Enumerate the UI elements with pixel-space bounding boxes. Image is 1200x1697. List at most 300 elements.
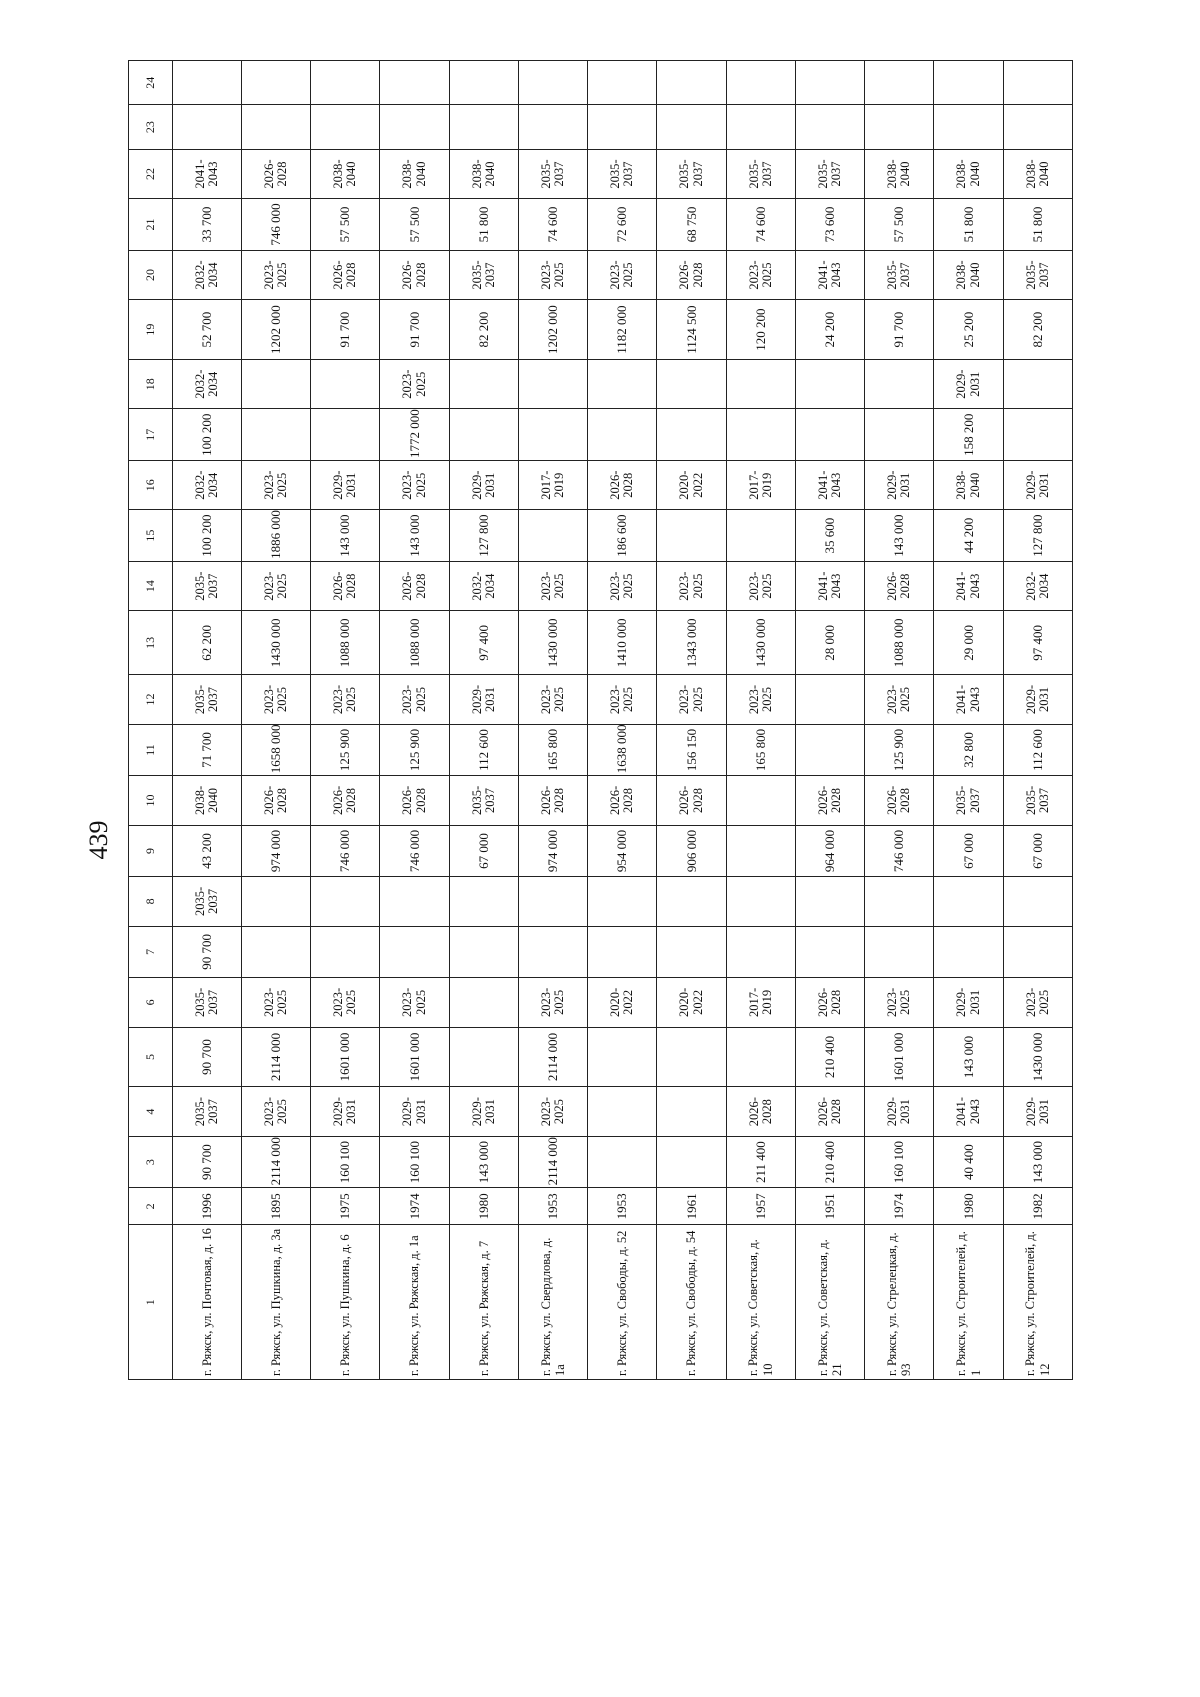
period-cell: 2029-2031 — [934, 978, 1003, 1027]
amount-cell: 1601 000 — [380, 1027, 449, 1087]
column-number: 13 — [129, 611, 173, 675]
year-cell: 1974 — [380, 1188, 449, 1225]
period-cell: 2026-2028 — [795, 776, 864, 825]
table-row — [518, 61, 587, 1380]
period-cell: 2023-2025 — [518, 675, 587, 724]
period-cell: 2035-2037 — [726, 149, 795, 198]
period-cell: 2023-2025 — [241, 1087, 310, 1136]
column-number: 3 — [129, 1136, 173, 1188]
period-cell: 2041-2043 — [795, 561, 864, 610]
year-cell: 1953 — [588, 1188, 657, 1225]
table-row — [588, 61, 657, 1380]
period-cell — [241, 61, 310, 106]
period-cell: 2023-2025 — [380, 675, 449, 724]
period-cell: 2026-2028 — [311, 250, 380, 299]
amount-cell: 35 600 — [795, 510, 864, 562]
period-cell: 2035-2037 — [795, 149, 864, 198]
amount-cell — [588, 926, 657, 978]
amount-cell: 1182 000 — [588, 300, 657, 360]
period-cell: 2029-2031 — [865, 460, 934, 509]
column-number: 2 — [129, 1188, 173, 1225]
period-cell — [795, 675, 864, 724]
column-number: 22 — [129, 149, 173, 198]
period-cell: 2020-2022 — [657, 978, 726, 1027]
amount-cell — [726, 409, 795, 461]
period-cell — [449, 978, 518, 1027]
period-cell — [518, 61, 587, 106]
address-cell: г. Ряжск, ул. Пушкина, д. 6 — [311, 1225, 380, 1380]
amount-cell: 82 200 — [449, 300, 518, 360]
amount-cell: 44 200 — [934, 510, 1003, 562]
column-number: 8 — [129, 877, 173, 926]
amount-cell: 143 000 — [1003, 1136, 1072, 1188]
period-cell: 2035-2037 — [172, 675, 241, 724]
amount-cell: 143 000 — [311, 510, 380, 562]
period-cell: 2023-2025 — [588, 675, 657, 724]
period-cell — [1003, 61, 1072, 106]
amount-cell: 143 000 — [449, 1136, 518, 1188]
period-cell: 2035-2037 — [657, 149, 726, 198]
address-cell: г. Ряжск, ул. Почтовая, д. 16 — [172, 1225, 241, 1380]
amount-cell: 160 100 — [311, 1136, 380, 1188]
period-cell: 2041-2043 — [934, 1087, 1003, 1136]
amount-cell: 52 700 — [172, 300, 241, 360]
amount-cell — [518, 105, 587, 149]
amount-cell: 127 800 — [449, 510, 518, 562]
period-cell — [726, 359, 795, 408]
column-number: 10 — [129, 776, 173, 825]
column-number: 1 — [129, 1225, 173, 1380]
period-cell: 2023-2025 — [588, 561, 657, 610]
period-cell: 2023-2025 — [1003, 978, 1072, 1027]
amount-cell: 1124 500 — [657, 300, 726, 360]
period-cell: 2023-2025 — [241, 675, 310, 724]
period-cell: 2035-2037 — [172, 877, 241, 926]
year-cell: 1980 — [934, 1188, 1003, 1225]
amount-cell — [726, 825, 795, 877]
amount-cell — [172, 105, 241, 149]
period-cell: 2023-2025 — [380, 359, 449, 408]
amount-cell — [657, 1136, 726, 1188]
amount-cell: 746 000 — [865, 825, 934, 877]
period-cell — [795, 877, 864, 926]
period-cell: 2038-2040 — [311, 149, 380, 198]
table-row — [726, 61, 795, 1380]
amount-cell: 1088 000 — [380, 611, 449, 675]
period-cell — [1003, 877, 1072, 926]
amount-cell: 67 000 — [449, 825, 518, 877]
amount-cell: 1202 000 — [518, 300, 587, 360]
page-number: 439 — [84, 820, 113, 860]
amount-cell: 125 900 — [380, 724, 449, 776]
column-number: 15 — [129, 510, 173, 562]
amount-cell — [518, 510, 587, 562]
period-cell — [865, 61, 934, 106]
table-row — [380, 61, 449, 1380]
period-cell — [311, 61, 380, 106]
amount-cell: 43 200 — [172, 825, 241, 877]
amount-cell: 160 100 — [865, 1136, 934, 1188]
column-number: 18 — [129, 359, 173, 408]
amount-cell: 2114 000 — [518, 1027, 587, 1087]
year-cell: 1982 — [1003, 1188, 1072, 1225]
amount-cell: 57 500 — [311, 199, 380, 251]
column-number: 17 — [129, 409, 173, 461]
address-cell: г. Ряжск, ул. Советская, д. 21 — [795, 1225, 864, 1380]
period-cell: 2023-2025 — [518, 561, 587, 610]
table-row — [311, 61, 380, 1380]
period-cell: 2032-2034 — [1003, 561, 1072, 610]
period-cell: 2017-2019 — [726, 978, 795, 1027]
period-cell: 2023-2025 — [241, 250, 310, 299]
period-cell: 2023-2025 — [311, 978, 380, 1027]
amount-cell — [795, 724, 864, 776]
period-cell — [449, 61, 518, 106]
period-cell — [726, 877, 795, 926]
amount-cell — [657, 409, 726, 461]
period-cell: 2026-2028 — [657, 776, 726, 825]
period-cell: 2026-2028 — [241, 776, 310, 825]
amount-cell: 97 400 — [1003, 611, 1072, 675]
amount-cell — [657, 1027, 726, 1087]
amount-cell: 1430 000 — [1003, 1027, 1072, 1087]
amount-cell — [934, 105, 1003, 149]
period-cell: 2023-2025 — [518, 1087, 587, 1136]
amount-cell — [311, 105, 380, 149]
amount-cell: 1088 000 — [865, 611, 934, 675]
amount-cell: 211 400 — [726, 1136, 795, 1188]
amount-cell — [380, 105, 449, 149]
period-cell: 2026-2028 — [588, 776, 657, 825]
period-cell: 2041-2043 — [172, 149, 241, 198]
amount-cell: 90 700 — [172, 1136, 241, 1188]
period-cell — [518, 359, 587, 408]
address-cell: г. Ряжск, ул. Свободы, д. 52 — [588, 1225, 657, 1380]
period-cell — [518, 877, 587, 926]
period-cell — [795, 359, 864, 408]
year-cell: 1975 — [311, 1188, 380, 1225]
period-cell — [657, 359, 726, 408]
period-cell: 2026-2028 — [380, 776, 449, 825]
period-cell: 2026-2028 — [865, 561, 934, 610]
amount-cell: 90 700 — [172, 1027, 241, 1087]
period-cell — [380, 61, 449, 106]
header-row — [129, 61, 173, 1380]
amount-cell — [449, 1027, 518, 1087]
period-cell — [172, 61, 241, 106]
address-cell: г. Ряжск, ул. Свободы, д. 54 — [657, 1225, 726, 1380]
period-cell: 2023-2025 — [518, 978, 587, 1027]
amount-cell — [311, 409, 380, 461]
amount-cell: 74 600 — [518, 199, 587, 251]
period-cell — [380, 877, 449, 926]
period-cell: 2023-2025 — [865, 978, 934, 1027]
amount-cell: 210 400 — [795, 1136, 864, 1188]
amount-cell: 71 700 — [172, 724, 241, 776]
amount-cell — [726, 926, 795, 978]
period-cell: 2038-2040 — [934, 460, 1003, 509]
column-number: 6 — [129, 978, 173, 1027]
period-cell: 2017-2019 — [518, 460, 587, 509]
amount-cell: 964 000 — [795, 825, 864, 877]
amount-cell: 40 400 — [934, 1136, 1003, 1188]
table-row — [241, 61, 310, 1380]
amount-cell — [518, 926, 587, 978]
amount-cell: 1772 000 — [380, 409, 449, 461]
period-cell: 2026-2028 — [311, 776, 380, 825]
period-cell: 2020-2022 — [588, 978, 657, 1027]
column-number: 20 — [129, 250, 173, 299]
amount-cell — [865, 409, 934, 461]
amount-cell: 120 200 — [726, 300, 795, 360]
period-cell: 2032-2034 — [172, 460, 241, 509]
period-cell: 2032-2034 — [172, 250, 241, 299]
period-cell: 2023-2025 — [311, 675, 380, 724]
period-cell — [865, 877, 934, 926]
amount-cell: 974 000 — [518, 825, 587, 877]
amount-cell: 954 000 — [588, 825, 657, 877]
amount-cell: 28 000 — [795, 611, 864, 675]
column-number: 21 — [129, 199, 173, 251]
period-cell: 2026-2028 — [588, 460, 657, 509]
period-cell: 2035-2037 — [1003, 250, 1072, 299]
period-cell: 2038-2040 — [934, 250, 1003, 299]
address-cell: г. Ряжск, ул. Пушкина, д. 3а — [241, 1225, 310, 1380]
table-row — [865, 61, 934, 1380]
amount-cell — [449, 926, 518, 978]
amount-cell — [588, 1027, 657, 1087]
period-cell — [311, 359, 380, 408]
period-cell: 2038-2040 — [934, 149, 1003, 198]
amount-cell: 67 000 — [934, 825, 1003, 877]
period-cell: 2023-2025 — [241, 460, 310, 509]
period-cell: 2038-2040 — [380, 149, 449, 198]
period-cell: 2023-2025 — [865, 675, 934, 724]
amount-cell: 57 500 — [865, 199, 934, 251]
amount-cell — [795, 409, 864, 461]
period-cell — [1003, 359, 1072, 408]
column-number: 7 — [129, 926, 173, 978]
period-cell — [726, 61, 795, 106]
amount-cell: 51 800 — [449, 199, 518, 251]
amount-cell: 68 750 — [657, 199, 726, 251]
amount-cell: 62 200 — [172, 611, 241, 675]
period-cell — [657, 61, 726, 106]
period-cell: 2026-2028 — [518, 776, 587, 825]
period-cell: 2026-2028 — [311, 561, 380, 610]
address-cell: г. Ряжск, ул. Ряжская, д. 1а — [380, 1225, 449, 1380]
amount-cell: 1658 000 — [241, 724, 310, 776]
amount-cell: 1430 000 — [518, 611, 587, 675]
amount-cell: 1088 000 — [311, 611, 380, 675]
amount-cell — [588, 105, 657, 149]
amount-cell: 1886 000 — [241, 510, 310, 562]
address-cell: г. Ряжск, ул. Свердлова, д. 1а — [518, 1225, 587, 1380]
amount-cell — [795, 105, 864, 149]
amount-cell — [1003, 105, 1072, 149]
amount-cell: 91 700 — [380, 300, 449, 360]
amount-cell: 165 800 — [726, 724, 795, 776]
amount-cell: 100 200 — [172, 409, 241, 461]
amount-cell: 1343 000 — [657, 611, 726, 675]
amount-cell: 72 600 — [588, 199, 657, 251]
period-cell: 2035-2037 — [449, 250, 518, 299]
amount-cell: 127 800 — [1003, 510, 1072, 562]
amount-cell: 25 200 — [934, 300, 1003, 360]
amount-cell — [380, 926, 449, 978]
period-cell: 2032-2034 — [172, 359, 241, 408]
amount-cell: 82 200 — [1003, 300, 1072, 360]
amount-cell: 32 800 — [934, 724, 1003, 776]
amount-cell — [865, 926, 934, 978]
period-cell: 2029-2031 — [1003, 460, 1072, 509]
period-cell: 2026-2028 — [241, 149, 310, 198]
period-cell: 2035-2037 — [1003, 776, 1072, 825]
period-cell: 2026-2028 — [865, 776, 934, 825]
amount-cell: 51 800 — [934, 199, 1003, 251]
amount-cell — [934, 926, 1003, 978]
amount-cell — [795, 926, 864, 978]
period-cell: 2038-2040 — [1003, 149, 1072, 198]
period-cell — [657, 877, 726, 926]
address-cell: г. Ряжск, ул. Стрелецкая, д. 93 — [865, 1225, 934, 1380]
column-number: 5 — [129, 1027, 173, 1087]
column-number: 4 — [129, 1087, 173, 1136]
period-cell: 2023-2025 — [518, 250, 587, 299]
period-cell: 2023-2025 — [657, 675, 726, 724]
amount-cell — [449, 409, 518, 461]
rotated-table-wrapper — [128, 60, 1073, 1380]
period-cell — [241, 877, 310, 926]
period-cell: 2023-2025 — [588, 250, 657, 299]
period-cell: 2023-2025 — [726, 675, 795, 724]
column-number: 19 — [129, 300, 173, 360]
amount-cell — [588, 1136, 657, 1188]
amount-cell — [1003, 926, 1072, 978]
period-cell — [934, 877, 1003, 926]
amount-cell — [726, 105, 795, 149]
amount-cell: 1601 000 — [311, 1027, 380, 1087]
amount-cell — [865, 105, 934, 149]
amount-cell: 29 000 — [934, 611, 1003, 675]
amount-cell: 125 900 — [865, 724, 934, 776]
amount-cell: 74 600 — [726, 199, 795, 251]
period-cell: 2023-2025 — [657, 561, 726, 610]
amount-cell: 57 500 — [380, 199, 449, 251]
amount-cell: 160 100 — [380, 1136, 449, 1188]
amount-cell: 2114 000 — [518, 1136, 587, 1188]
period-cell: 2029-2031 — [865, 1087, 934, 1136]
period-cell: 2041-2043 — [934, 675, 1003, 724]
amount-cell: 1601 000 — [865, 1027, 934, 1087]
amount-cell — [241, 105, 310, 149]
table-row — [1003, 61, 1072, 1380]
column-number: 11 — [129, 724, 173, 776]
amount-cell — [241, 409, 310, 461]
amount-cell: 1430 000 — [726, 611, 795, 675]
column-number: 23 — [129, 105, 173, 149]
period-cell — [588, 61, 657, 106]
period-cell: 2026-2028 — [726, 1087, 795, 1136]
period-cell — [934, 61, 1003, 106]
period-cell: 2035-2037 — [172, 561, 241, 610]
period-cell: 2023-2025 — [241, 561, 310, 610]
period-cell: 2023-2025 — [380, 978, 449, 1027]
amount-cell: 156 150 — [657, 724, 726, 776]
year-cell: 1974 — [865, 1188, 934, 1225]
period-cell: 2023-2025 — [726, 561, 795, 610]
address-cell: г. Ряжск, ул. Ряжская, д. 7 — [449, 1225, 518, 1380]
column-number: 9 — [129, 825, 173, 877]
amount-cell: 1638 000 — [588, 724, 657, 776]
amount-cell: 100 200 — [172, 510, 241, 562]
amount-cell: 906 000 — [657, 825, 726, 877]
year-cell: 1957 — [726, 1188, 795, 1225]
period-cell: 2029-2031 — [449, 460, 518, 509]
registry-table — [128, 60, 1073, 1380]
table-row — [795, 61, 864, 1380]
period-cell: 2041-2043 — [795, 250, 864, 299]
period-cell: 2038-2040 — [449, 149, 518, 198]
period-cell: 2038-2040 — [172, 776, 241, 825]
amount-cell: 1202 000 — [241, 300, 310, 360]
amount-cell: 186 600 — [588, 510, 657, 562]
amount-cell: 73 600 — [795, 199, 864, 251]
amount-cell — [588, 409, 657, 461]
period-cell: 2023-2025 — [241, 978, 310, 1027]
column-number: 12 — [129, 675, 173, 724]
period-cell: 2032-2034 — [449, 561, 518, 610]
period-cell: 2029-2031 — [380, 1087, 449, 1136]
period-cell — [795, 61, 864, 106]
period-cell: 2023-2025 — [380, 460, 449, 509]
period-cell: 2035-2037 — [934, 776, 1003, 825]
amount-cell: 112 600 — [1003, 724, 1072, 776]
address-cell: г. Ряжск, ул. Строителей, д. 1 — [934, 1225, 1003, 1380]
amount-cell — [657, 105, 726, 149]
amount-cell: 97 400 — [449, 611, 518, 675]
amount-cell: 746 000 — [241, 199, 310, 251]
amount-cell — [726, 510, 795, 562]
amount-cell: 974 000 — [241, 825, 310, 877]
period-cell: 2029-2031 — [449, 675, 518, 724]
period-cell — [588, 877, 657, 926]
period-cell: 2035-2037 — [172, 978, 241, 1027]
amount-cell: 746 000 — [380, 825, 449, 877]
amount-cell — [1003, 409, 1072, 461]
year-cell: 1895 — [241, 1188, 310, 1225]
period-cell: 2026-2028 — [795, 1087, 864, 1136]
period-cell — [657, 1087, 726, 1136]
period-cell: 2029-2031 — [311, 460, 380, 509]
amount-cell: 125 900 — [311, 724, 380, 776]
period-cell: 2029-2031 — [1003, 675, 1072, 724]
amount-cell: 143 000 — [380, 510, 449, 562]
column-number: 24 — [129, 61, 173, 106]
table-row — [934, 61, 1003, 1380]
period-cell: 2020-2022 — [657, 460, 726, 509]
period-cell: 2029-2031 — [311, 1087, 380, 1136]
amount-cell — [311, 926, 380, 978]
period-cell: 2041-2043 — [795, 460, 864, 509]
amount-cell: 143 000 — [865, 510, 934, 562]
amount-cell: 1410 000 — [588, 611, 657, 675]
address-cell: г. Ряжск, ул. Советская, д. 10 — [726, 1225, 795, 1380]
amount-cell: 158 200 — [934, 409, 1003, 461]
period-cell: 2029-2031 — [1003, 1087, 1072, 1136]
amount-cell: 91 700 — [865, 300, 934, 360]
amount-cell — [657, 926, 726, 978]
